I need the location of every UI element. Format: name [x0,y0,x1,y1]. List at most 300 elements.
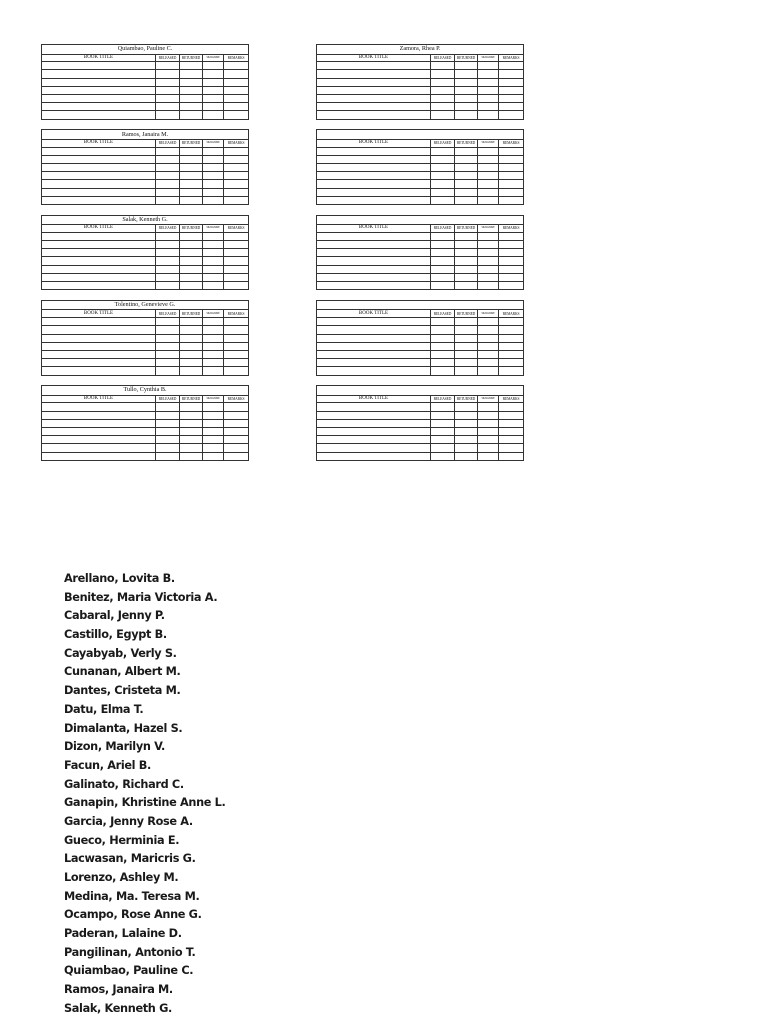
ledger-entry-cell[interactable] [499,436,524,444]
ledger-entry-cell[interactable] [478,111,499,119]
ledger-entry-cell[interactable] [42,326,156,334]
ledger-entry-cell[interactable] [499,172,524,180]
ledger-entry-cell[interactable] [317,111,431,119]
ledger-entry-cell[interactable] [499,232,524,240]
ledger-entry-cell[interactable] [455,78,478,86]
ledger-entry-cell[interactable] [499,95,524,103]
ledger-entry-cell[interactable] [42,70,156,78]
ledger-entry-cell[interactable] [180,188,203,196]
ledger-entry-cell[interactable] [180,86,203,94]
ledger-entry-cell[interactable] [42,265,156,273]
ledger-entry-cell[interactable] [203,232,224,240]
ledger-entry-cell[interactable] [203,188,224,196]
ledger-entry-cell[interactable] [224,318,249,326]
ledger-entry-cell[interactable] [478,334,499,342]
ledger-entry-cell[interactable] [224,273,249,281]
ledger-entry-cell[interactable] [180,241,203,249]
ledger-entry-cell[interactable] [317,334,431,342]
ledger-entry-cell[interactable] [317,249,431,257]
ledger-entry-cell[interactable] [317,257,431,265]
ledger-entry-cell[interactable] [42,111,156,119]
ledger-entry-cell[interactable] [224,403,249,411]
ledger-entry-cell[interactable] [478,444,499,452]
ledger-entry-cell[interactable] [42,147,156,155]
ledger-entry-cell[interactable] [478,403,499,411]
ledger-entry-cell[interactable] [455,163,478,171]
ledger-entry-cell[interactable] [203,111,224,119]
ledger-entry-cell[interactable] [499,163,524,171]
ledger-entry-cell[interactable] [431,241,455,249]
ledger-entry-cell[interactable] [180,326,203,334]
ledger-entry-cell[interactable] [455,111,478,119]
ledger-entry-cell[interactable] [224,436,249,444]
ledger-entry-cell[interactable] [499,419,524,427]
ledger-entry-cell[interactable] [317,147,431,155]
ledger-entry-cell[interactable] [203,147,224,155]
ledger-entry-cell[interactable] [499,86,524,94]
ledger-entry-cell[interactable] [455,155,478,163]
ledger-entry-cell[interactable] [431,172,455,180]
ledger-entry-cell[interactable] [224,155,249,163]
ledger-entry-cell[interactable] [455,70,478,78]
ledger-entry-cell[interactable] [156,232,180,240]
ledger-entry-cell[interactable] [224,444,249,452]
ledger-entry-cell[interactable] [180,95,203,103]
ledger-entry-cell[interactable] [455,419,478,427]
ledger-entry-cell[interactable] [499,257,524,265]
ledger-entry-cell[interactable] [203,78,224,86]
ledger-entry-cell[interactable] [203,436,224,444]
ledger-entry-cell[interactable] [180,403,203,411]
ledger-entry-cell[interactable] [156,172,180,180]
ledger-entry-cell[interactable] [42,103,156,111]
ledger-entry-cell[interactable] [180,147,203,155]
ledger-entry-cell[interactable] [156,241,180,249]
ledger-entry-cell[interactable] [156,78,180,86]
ledger-entry-cell[interactable] [499,103,524,111]
ledger-entry-cell[interactable] [478,367,499,375]
ledger-entry-cell[interactable] [478,265,499,273]
ledger-entry-cell[interactable] [455,86,478,94]
ledger-entry-cell[interactable] [180,257,203,265]
ledger-entry-cell[interactable] [431,350,455,358]
ledger-entry-cell[interactable] [203,452,224,460]
ledger-entry-cell[interactable] [180,103,203,111]
ledger-entry-cell[interactable] [455,350,478,358]
ledger-entry-cell[interactable] [455,444,478,452]
ledger-entry-cell[interactable] [317,196,431,204]
ledger-entry-cell[interactable] [455,62,478,70]
ledger-entry-cell[interactable] [317,78,431,86]
ledger-entry-cell[interactable] [478,196,499,204]
ledger-entry-cell[interactable] [224,419,249,427]
ledger-entry-cell[interactable] [156,452,180,460]
ledger-entry-cell[interactable] [431,70,455,78]
ledger-entry-cell[interactable] [478,95,499,103]
ledger-entry-cell[interactable] [180,163,203,171]
ledger-entry-cell[interactable] [478,241,499,249]
ledger-entry-cell[interactable] [455,428,478,436]
ledger-entry-cell[interactable] [156,111,180,119]
ledger-entry-cell[interactable] [455,367,478,375]
ledger-entry-cell[interactable] [156,444,180,452]
ledger-entry-cell[interactable] [317,70,431,78]
ledger-entry-cell[interactable] [455,318,478,326]
ledger-entry-cell[interactable] [224,111,249,119]
ledger-entry-cell[interactable] [203,419,224,427]
ledger-entry-cell[interactable] [224,188,249,196]
ledger-entry-cell[interactable] [431,86,455,94]
ledger-entry-cell[interactable] [203,334,224,342]
ledger-entry-cell[interactable] [499,180,524,188]
ledger-entry-cell[interactable] [224,452,249,460]
ledger-entry-cell[interactable] [156,273,180,281]
ledger-entry-cell[interactable] [156,70,180,78]
ledger-entry-cell[interactable] [203,428,224,436]
ledger-entry-cell[interactable] [203,273,224,281]
ledger-entry-cell[interactable] [499,411,524,419]
ledger-entry-cell[interactable] [224,86,249,94]
ledger-entry-cell[interactable] [180,232,203,240]
ledger-entry-cell[interactable] [42,436,156,444]
ledger-entry-cell[interactable] [431,282,455,290]
ledger-entry-cell[interactable] [42,334,156,342]
ledger-entry-cell[interactable] [156,326,180,334]
ledger-entry-cell[interactable] [499,196,524,204]
ledger-entry-cell[interactable] [203,350,224,358]
ledger-entry-cell[interactable] [180,359,203,367]
ledger-entry-cell[interactable] [224,62,249,70]
ledger-entry-cell[interactable] [478,257,499,265]
ledger-entry-cell[interactable] [499,155,524,163]
ledger-entry-cell[interactable] [203,172,224,180]
ledger-entry-cell[interactable] [499,367,524,375]
ledger-entry-cell[interactable] [224,163,249,171]
ledger-entry-cell[interactable] [455,326,478,334]
ledger-entry-cell[interactable] [42,273,156,281]
ledger-entry-cell[interactable] [203,318,224,326]
ledger-entry-cell[interactable] [224,95,249,103]
ledger-entry-cell[interactable] [203,265,224,273]
ledger-entry-cell[interactable] [431,326,455,334]
ledger-entry-cell[interactable] [317,318,431,326]
ledger-entry-cell[interactable] [455,411,478,419]
ledger-entry-cell[interactable] [180,172,203,180]
ledger-entry-cell[interactable] [224,241,249,249]
ledger-entry-cell[interactable] [42,419,156,427]
ledger-entry-cell[interactable] [156,334,180,342]
ledger-entry-cell[interactable] [203,62,224,70]
ledger-entry-cell[interactable] [42,411,156,419]
ledger-entry-cell[interactable] [317,403,431,411]
ledger-entry-cell[interactable] [42,155,156,163]
ledger-entry-cell[interactable] [156,318,180,326]
ledger-entry-cell[interactable] [203,411,224,419]
ledger-entry-cell[interactable] [499,78,524,86]
ledger-entry-cell[interactable] [156,367,180,375]
ledger-entry-cell[interactable] [431,428,455,436]
ledger-entry-cell[interactable] [42,249,156,257]
ledger-entry-cell[interactable] [42,86,156,94]
ledger-entry-cell[interactable] [431,273,455,281]
ledger-entry-cell[interactable] [42,163,156,171]
ledger-entry-cell[interactable] [224,342,249,350]
ledger-entry-cell[interactable] [499,428,524,436]
ledger-entry-cell[interactable] [203,70,224,78]
ledger-entry-cell[interactable] [499,249,524,257]
ledger-entry-cell[interactable] [455,257,478,265]
ledger-entry-cell[interactable] [431,367,455,375]
ledger-entry-cell[interactable] [431,419,455,427]
ledger-entry-cell[interactable] [455,273,478,281]
ledger-entry-cell[interactable] [224,147,249,155]
ledger-entry-cell[interactable] [455,282,478,290]
ledger-entry-cell[interactable] [42,428,156,436]
ledger-entry-cell[interactable] [478,428,499,436]
ledger-entry-cell[interactable] [499,62,524,70]
ledger-entry-cell[interactable] [203,196,224,204]
ledger-entry-cell[interactable] [224,257,249,265]
ledger-entry-cell[interactable] [224,334,249,342]
ledger-entry-cell[interactable] [499,147,524,155]
ledger-entry-cell[interactable] [478,359,499,367]
ledger-entry-cell[interactable] [317,428,431,436]
ledger-entry-cell[interactable] [224,282,249,290]
ledger-entry-cell[interactable] [180,411,203,419]
ledger-entry-cell[interactable] [431,196,455,204]
ledger-entry-cell[interactable] [431,436,455,444]
ledger-entry-cell[interactable] [317,180,431,188]
ledger-entry-cell[interactable] [499,241,524,249]
ledger-entry-cell[interactable] [431,257,455,265]
ledger-entry-cell[interactable] [203,257,224,265]
ledger-entry-cell[interactable] [203,180,224,188]
ledger-entry-cell[interactable] [431,452,455,460]
ledger-entry-cell[interactable] [478,282,499,290]
ledger-entry-cell[interactable] [455,103,478,111]
ledger-entry-cell[interactable] [455,452,478,460]
ledger-entry-cell[interactable] [156,188,180,196]
ledger-entry-cell[interactable] [478,180,499,188]
ledger-entry-cell[interactable] [478,188,499,196]
ledger-entry-cell[interactable] [431,180,455,188]
ledger-entry-cell[interactable] [42,95,156,103]
ledger-entry-cell[interactable] [431,318,455,326]
ledger-entry-cell[interactable] [317,452,431,460]
ledger-entry-cell[interactable] [317,326,431,334]
ledger-entry-cell[interactable] [317,155,431,163]
ledger-entry-cell[interactable] [42,318,156,326]
ledger-entry-cell[interactable] [455,334,478,342]
ledger-entry-cell[interactable] [431,103,455,111]
ledger-entry-cell[interactable] [317,163,431,171]
ledger-entry-cell[interactable] [224,103,249,111]
ledger-entry-cell[interactable] [317,367,431,375]
ledger-entry-cell[interactable] [180,70,203,78]
ledger-entry-cell[interactable] [431,111,455,119]
ledger-entry-cell[interactable] [455,196,478,204]
ledger-entry-cell[interactable] [478,342,499,350]
ledger-entry-cell[interactable] [317,265,431,273]
ledger-entry-cell[interactable] [455,403,478,411]
ledger-entry-cell[interactable] [156,147,180,155]
ledger-entry-cell[interactable] [478,326,499,334]
ledger-entry-cell[interactable] [478,78,499,86]
ledger-entry-cell[interactable] [455,359,478,367]
ledger-entry-cell[interactable] [317,273,431,281]
ledger-entry-cell[interactable] [455,241,478,249]
ledger-entry-cell[interactable] [478,232,499,240]
ledger-entry-cell[interactable] [224,411,249,419]
ledger-entry-cell[interactable] [42,196,156,204]
ledger-entry-cell[interactable] [203,359,224,367]
ledger-entry-cell[interactable] [203,103,224,111]
ledger-entry-cell[interactable] [499,70,524,78]
ledger-entry-cell[interactable] [180,282,203,290]
ledger-entry-cell[interactable] [317,359,431,367]
ledger-entry-cell[interactable] [431,444,455,452]
ledger-entry-cell[interactable] [42,350,156,358]
ledger-entry-cell[interactable] [317,411,431,419]
ledger-entry-cell[interactable] [317,436,431,444]
ledger-entry-cell[interactable] [156,342,180,350]
ledger-entry-cell[interactable] [317,188,431,196]
ledger-entry-cell[interactable] [455,342,478,350]
ledger-entry-cell[interactable] [42,62,156,70]
ledger-entry-cell[interactable] [317,232,431,240]
ledger-entry-cell[interactable] [431,62,455,70]
ledger-entry-cell[interactable] [156,155,180,163]
ledger-entry-cell[interactable] [156,95,180,103]
ledger-entry-cell[interactable] [203,241,224,249]
ledger-entry-cell[interactable] [156,359,180,367]
ledger-entry-cell[interactable] [499,326,524,334]
ledger-entry-cell[interactable] [156,103,180,111]
ledger-entry-cell[interactable] [431,232,455,240]
ledger-entry-cell[interactable] [478,155,499,163]
ledger-entry-cell[interactable] [317,62,431,70]
ledger-entry-cell[interactable] [455,95,478,103]
ledger-entry-cell[interactable] [224,249,249,257]
ledger-entry-cell[interactable] [478,103,499,111]
ledger-entry-cell[interactable] [156,86,180,94]
ledger-entry-cell[interactable] [156,249,180,257]
ledger-entry-cell[interactable] [455,188,478,196]
ledger-entry-cell[interactable] [42,452,156,460]
ledger-entry-cell[interactable] [203,282,224,290]
ledger-entry-cell[interactable] [499,265,524,273]
ledger-entry-cell[interactable] [203,155,224,163]
ledger-entry-cell[interactable] [224,232,249,240]
ledger-entry-cell[interactable] [317,419,431,427]
ledger-entry-cell[interactable] [156,62,180,70]
ledger-entry-cell[interactable] [499,452,524,460]
ledger-entry-cell[interactable] [317,241,431,249]
ledger-entry-cell[interactable] [42,403,156,411]
ledger-entry-cell[interactable] [180,62,203,70]
ledger-entry-cell[interactable] [180,444,203,452]
ledger-entry-cell[interactable] [42,257,156,265]
ledger-entry-cell[interactable] [156,403,180,411]
ledger-entry-cell[interactable] [224,196,249,204]
ledger-entry-cell[interactable] [180,180,203,188]
ledger-entry-cell[interactable] [203,249,224,257]
ledger-entry-cell[interactable] [499,282,524,290]
ledger-entry-cell[interactable] [431,411,455,419]
ledger-entry-cell[interactable] [499,188,524,196]
ledger-entry-cell[interactable] [317,172,431,180]
ledger-entry-cell[interactable] [478,419,499,427]
ledger-entry-cell[interactable] [431,249,455,257]
ledger-entry-cell[interactable] [224,70,249,78]
ledger-entry-cell[interactable] [431,359,455,367]
ledger-entry-cell[interactable] [42,241,156,249]
ledger-entry-cell[interactable] [180,318,203,326]
ledger-entry-cell[interactable] [499,359,524,367]
ledger-entry-cell[interactable] [431,403,455,411]
ledger-entry-cell[interactable] [499,111,524,119]
ledger-entry-cell[interactable] [224,359,249,367]
ledger-entry-cell[interactable] [455,147,478,155]
ledger-entry-cell[interactable] [317,86,431,94]
ledger-entry-cell[interactable] [478,273,499,281]
ledger-entry-cell[interactable] [180,249,203,257]
ledger-entry-cell[interactable] [156,419,180,427]
ledger-entry-cell[interactable] [203,342,224,350]
ledger-entry-cell[interactable] [42,180,156,188]
ledger-entry-cell[interactable] [478,249,499,257]
ledger-entry-cell[interactable] [156,257,180,265]
ledger-entry-cell[interactable] [203,444,224,452]
ledger-entry-cell[interactable] [478,172,499,180]
ledger-entry-cell[interactable] [478,318,499,326]
ledger-entry-cell[interactable] [317,350,431,358]
ledger-entry-cell[interactable] [431,155,455,163]
ledger-entry-cell[interactable] [180,342,203,350]
ledger-entry-cell[interactable] [478,147,499,155]
ledger-entry-cell[interactable] [317,282,431,290]
ledger-entry-cell[interactable] [203,367,224,375]
ledger-entry-cell[interactable] [478,436,499,444]
ledger-entry-cell[interactable] [499,334,524,342]
ledger-entry-cell[interactable] [455,436,478,444]
ledger-entry-cell[interactable] [203,326,224,334]
ledger-entry-cell[interactable] [431,147,455,155]
ledger-entry-cell[interactable] [42,188,156,196]
ledger-entry-cell[interactable] [42,359,156,367]
ledger-entry-cell[interactable] [478,411,499,419]
ledger-entry-cell[interactable] [180,350,203,358]
ledger-entry-cell[interactable] [156,265,180,273]
ledger-entry-cell[interactable] [478,163,499,171]
ledger-entry-cell[interactable] [431,163,455,171]
ledger-entry-cell[interactable] [431,265,455,273]
ledger-entry-cell[interactable] [499,273,524,281]
ledger-entry-cell[interactable] [478,452,499,460]
ledger-entry-cell[interactable] [180,334,203,342]
ledger-entry-cell[interactable] [224,265,249,273]
ledger-entry-cell[interactable] [224,428,249,436]
ledger-entry-cell[interactable] [156,428,180,436]
ledger-entry-cell[interactable] [224,367,249,375]
ledger-entry-cell[interactable] [180,452,203,460]
ledger-entry-cell[interactable] [156,411,180,419]
ledger-entry-cell[interactable] [224,172,249,180]
ledger-entry-cell[interactable] [156,196,180,204]
ledger-entry-cell[interactable] [478,350,499,358]
ledger-entry-cell[interactable] [499,342,524,350]
ledger-entry-cell[interactable] [42,78,156,86]
